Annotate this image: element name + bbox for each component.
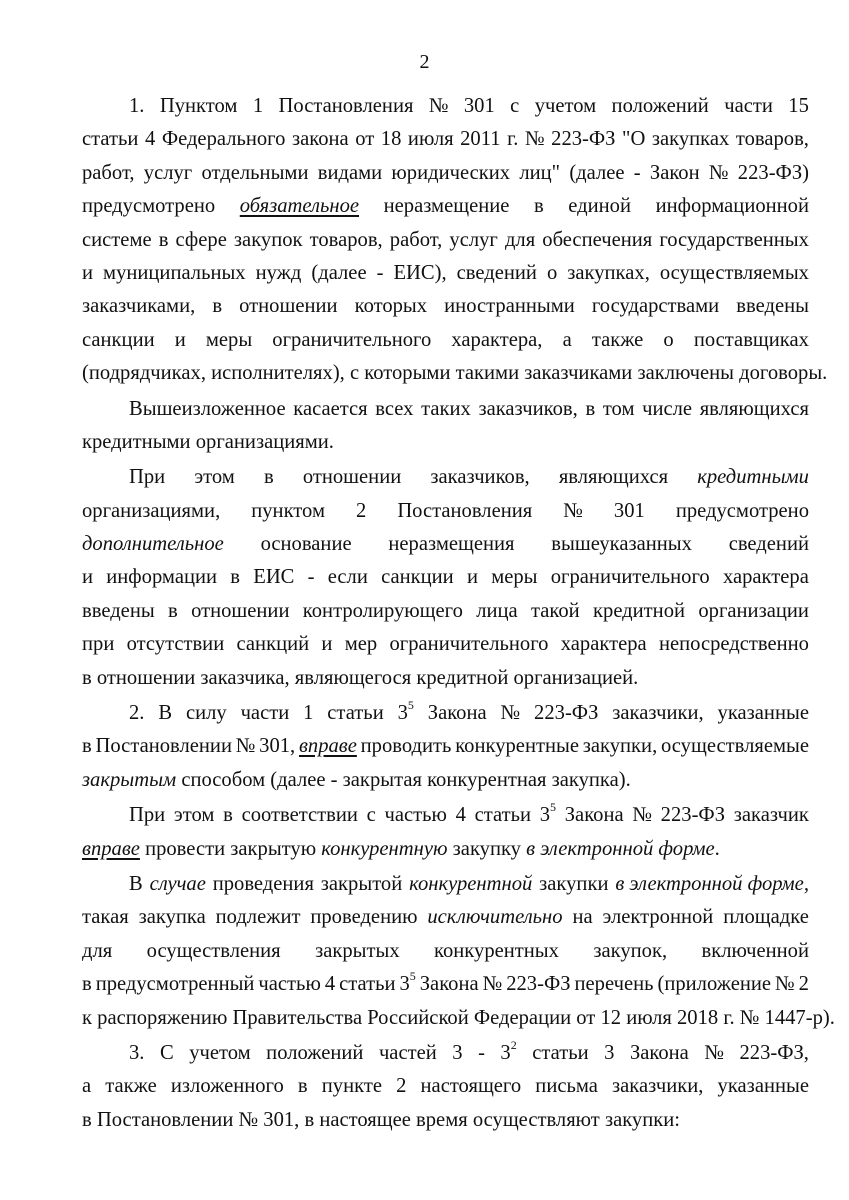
emphasis-electronic: в электронной форме,	[615, 872, 809, 895]
text-line: статьи 4 Федерального закона от 18 июля 2011 г. № 223-ФЗ "О закупках товаров,	[82, 128, 809, 151]
text-line: 1. Пунктом 1 Постановления № 301 с учетом положений части 15	[129, 95, 809, 117]
text-line: при отсутствии санкций и мер ограничительного характера непосредственно	[82, 633, 809, 656]
text-line: в Постановлении № 301, в настоящее время осуществляют закупки:	[82, 1108, 680, 1131]
text-line: Вышеизложенное касается всех таких заказчиков, в том числе являющихся	[129, 397, 809, 420]
paragraph-4	[82, 697, 809, 797]
text-line: работ, услуг отдельными видами юридических лиц" (далее - Закон № 223-ФЗ)	[82, 161, 809, 184]
text-line: санкции и меры ограничительного характера, а также о поставщиках	[82, 328, 809, 351]
paragraph-7	[82, 1037, 809, 1137]
letter-body	[82, 90, 835, 1137]
text-line: дополнительное основание неразмещения вышеуказанных сведений	[82, 528, 809, 561]
text-line: а также изложенного в пункте 2 настоящего письма заказчики, указанные	[82, 1075, 809, 1098]
article-part-ref: $3^2$	[500, 1038, 517, 1064]
text-line: 2. В силу части 1 статьи $3^5$ Закона № 223-ФЗ заказчики, указанные	[82, 697, 809, 730]
text-line: организациями, пунктом 2 Постановления № 301 предусмотрено	[82, 499, 809, 522]
text-line: 3. С учетом положений частей 3 - $3^2$ статьи 3 Закона № 223-ФЗ,	[82, 1037, 809, 1070]
emphasis-additional: дополнительное	[82, 533, 224, 556]
emphasis-entitled: вправе	[298, 735, 357, 758]
text-line: предусмотрено обязательное неразмещение в единой информационной	[82, 190, 809, 223]
emphasis-competitive: конкурентной	[409, 872, 533, 895]
article-ref: $3^5$	[397, 698, 414, 725]
text-line: (подрядчиках, исполнителях), с которыми такими заказчиками заключены договоры.	[82, 362, 828, 385]
text-line: заказчиками, в отношении которых иностранными государствами введены	[82, 295, 809, 318]
text-line: кредитными организациями.	[82, 430, 334, 453]
article-ref: $3^5$	[539, 800, 557, 827]
emphasis-electronic: в электронной форме	[526, 837, 715, 860]
text-line: в Постановлении № 301, вправе проводить конкурентные закупки, осуществляемые	[82, 730, 809, 763]
text-line: системе в сфере закупок товаров, работ, услуг для обеспечения государственных	[82, 228, 809, 251]
text-line: При этом в соответствии с частью 4 статьи $3^5$ Закона № 223-ФЗ заказчик	[82, 799, 809, 832]
text-line: вправе провести закрытую конкурентную закупку в электронной форме.	[82, 837, 720, 860]
emphasis-exclusively: исключительно	[427, 906, 563, 929]
text-line: При этом в отношении заказчиков, являющихся кредитными	[82, 461, 809, 494]
paragraph-5	[82, 799, 809, 866]
text-line: и муниципальных нужд (далее - ЕИС), сведений о закупках, осуществляемых	[82, 261, 809, 284]
text-line: закрытым способом (далее - закрытая конкурентная закупка).	[82, 768, 631, 791]
article-ref: $3^5$	[399, 969, 416, 996]
text-line: В случае проведения закрытой конкурентной закупки в электронной форме,	[82, 868, 809, 901]
text-line: и информации в ЕИС - если санкции и меры ограничительного характера	[82, 566, 809, 589]
emphasis-mandatory: обязательное	[239, 195, 360, 218]
text-line: для осуществления закрытых конкурентных закупок, включенной	[82, 939, 809, 962]
emphasis-entitled: вправе	[82, 837, 140, 860]
text-line: к распоряжению Правительства Российской Федерации от 12 июля 2018 г. № 1447-р).	[82, 1006, 835, 1029]
paragraph-2	[82, 393, 809, 460]
emphasis-case: случае	[149, 872, 206, 895]
paragraph-3	[82, 461, 809, 695]
paragraph-6	[82, 868, 835, 1035]
text-line: такая закупка подлежит проведению исключительно на электронной площадке	[82, 901, 809, 934]
paragraph-1	[82, 90, 828, 391]
text-line: в предусмотренный частью 4 статьи $3^5$ Закона № 223-ФЗ перечень (приложение № 2	[82, 968, 809, 1001]
emphasis-competitive: конкурентную	[321, 837, 448, 860]
text-line: введены в отношении контролирующего лица такой кредитной организации	[82, 599, 809, 622]
text-line: в отношении заказчика, являющегося кредитной организацией.	[82, 666, 639, 689]
page-number: 2	[419, 51, 430, 73]
emphasis-credit: кредитными	[697, 466, 809, 489]
emphasis-closed: закрытым	[82, 768, 177, 791]
